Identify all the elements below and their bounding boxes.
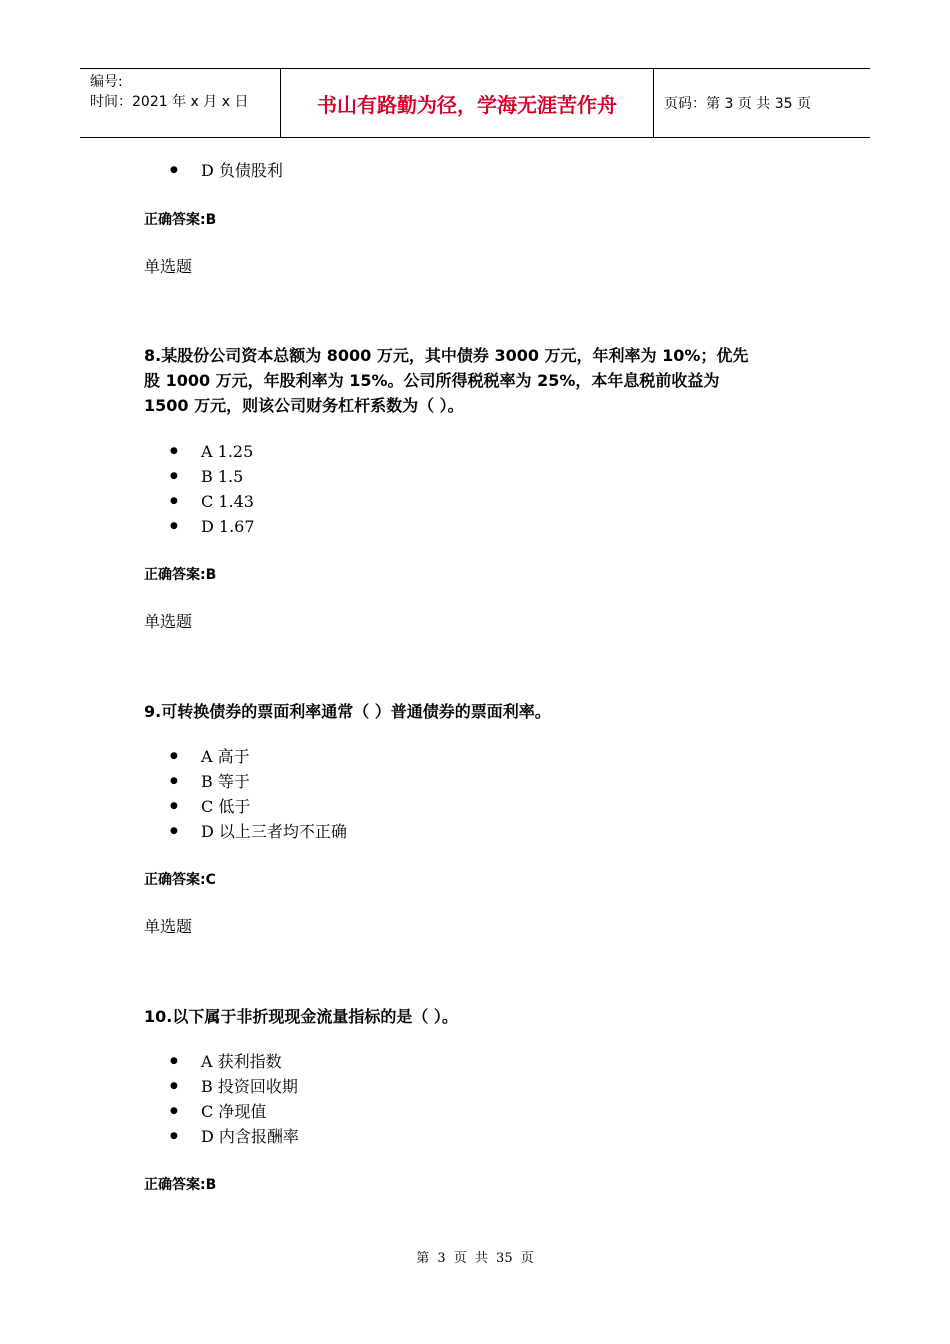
- question-type: 单选题: [144, 917, 193, 936]
- option-item: ● B 等于: [170, 769, 347, 794]
- option-item: ● B 投资回收期: [170, 1074, 299, 1099]
- header-motto: 书山有路勤为径，学海无涯苦作舟: [281, 69, 654, 137]
- question-type: 单选题: [144, 257, 193, 276]
- question-type: 单选题: [144, 612, 193, 631]
- option-item: ● D 1.67: [170, 514, 255, 539]
- correct-answer: 正确答案:B: [144, 1177, 217, 1193]
- option-item: ● B 1.5: [170, 464, 255, 489]
- question-9: 9.可转换债券的票面利率通常（ ）普通债券的票面利率。: [144, 702, 551, 721]
- option-item: ● A 1.25: [170, 439, 255, 464]
- option-list: [170, 439, 255, 539]
- question-8: [144, 343, 824, 418]
- option-item: ● C 净现值: [170, 1099, 299, 1124]
- time-label: 时间：2021 年 x 月 x 日: [90, 94, 249, 110]
- option-list: [170, 158, 283, 183]
- question-10: 10.以下属于非折现现金流量指标的是（ ）。: [144, 1007, 458, 1026]
- option-item: ● D 内含报酬率: [170, 1124, 299, 1149]
- page-footer: 第 3 页 共 35 页: [416, 1251, 534, 1266]
- number-label: 编号:: [90, 74, 123, 90]
- option-item: ● A 获利指数: [170, 1049, 299, 1074]
- option-item: ● A 高于: [170, 744, 347, 769]
- option-item: ● D 负债股利: [170, 158, 283, 183]
- option-list: [170, 744, 347, 844]
- question-line: 1500 万元，则该公司财务杠杆系数为（ ）。: [144, 396, 464, 415]
- option-item: ● C 1.43: [170, 489, 255, 514]
- correct-answer: 正确答案:B: [144, 212, 217, 228]
- option-item: ● C 低于: [170, 794, 347, 819]
- correct-answer: 正确答案:C: [144, 872, 216, 888]
- page-header: [80, 68, 870, 138]
- option-list: [170, 1049, 299, 1149]
- header-page-label: 页码：第 3 页 共 35 页: [664, 96, 811, 112]
- header-meta: [80, 69, 281, 137]
- correct-answer: 正确答案:B: [144, 567, 217, 583]
- question-line: 8.某股份公司资本总额为 8000 万元，其中债券 3000 万元，年利率为 10%；优先: [144, 346, 749, 365]
- option-item: ● D 以上三者均不正确: [170, 819, 347, 844]
- question-line: 股 1000 万元，年股利率为 15%。公司所得税税率为 25%，本年息税前收益为: [144, 371, 720, 390]
